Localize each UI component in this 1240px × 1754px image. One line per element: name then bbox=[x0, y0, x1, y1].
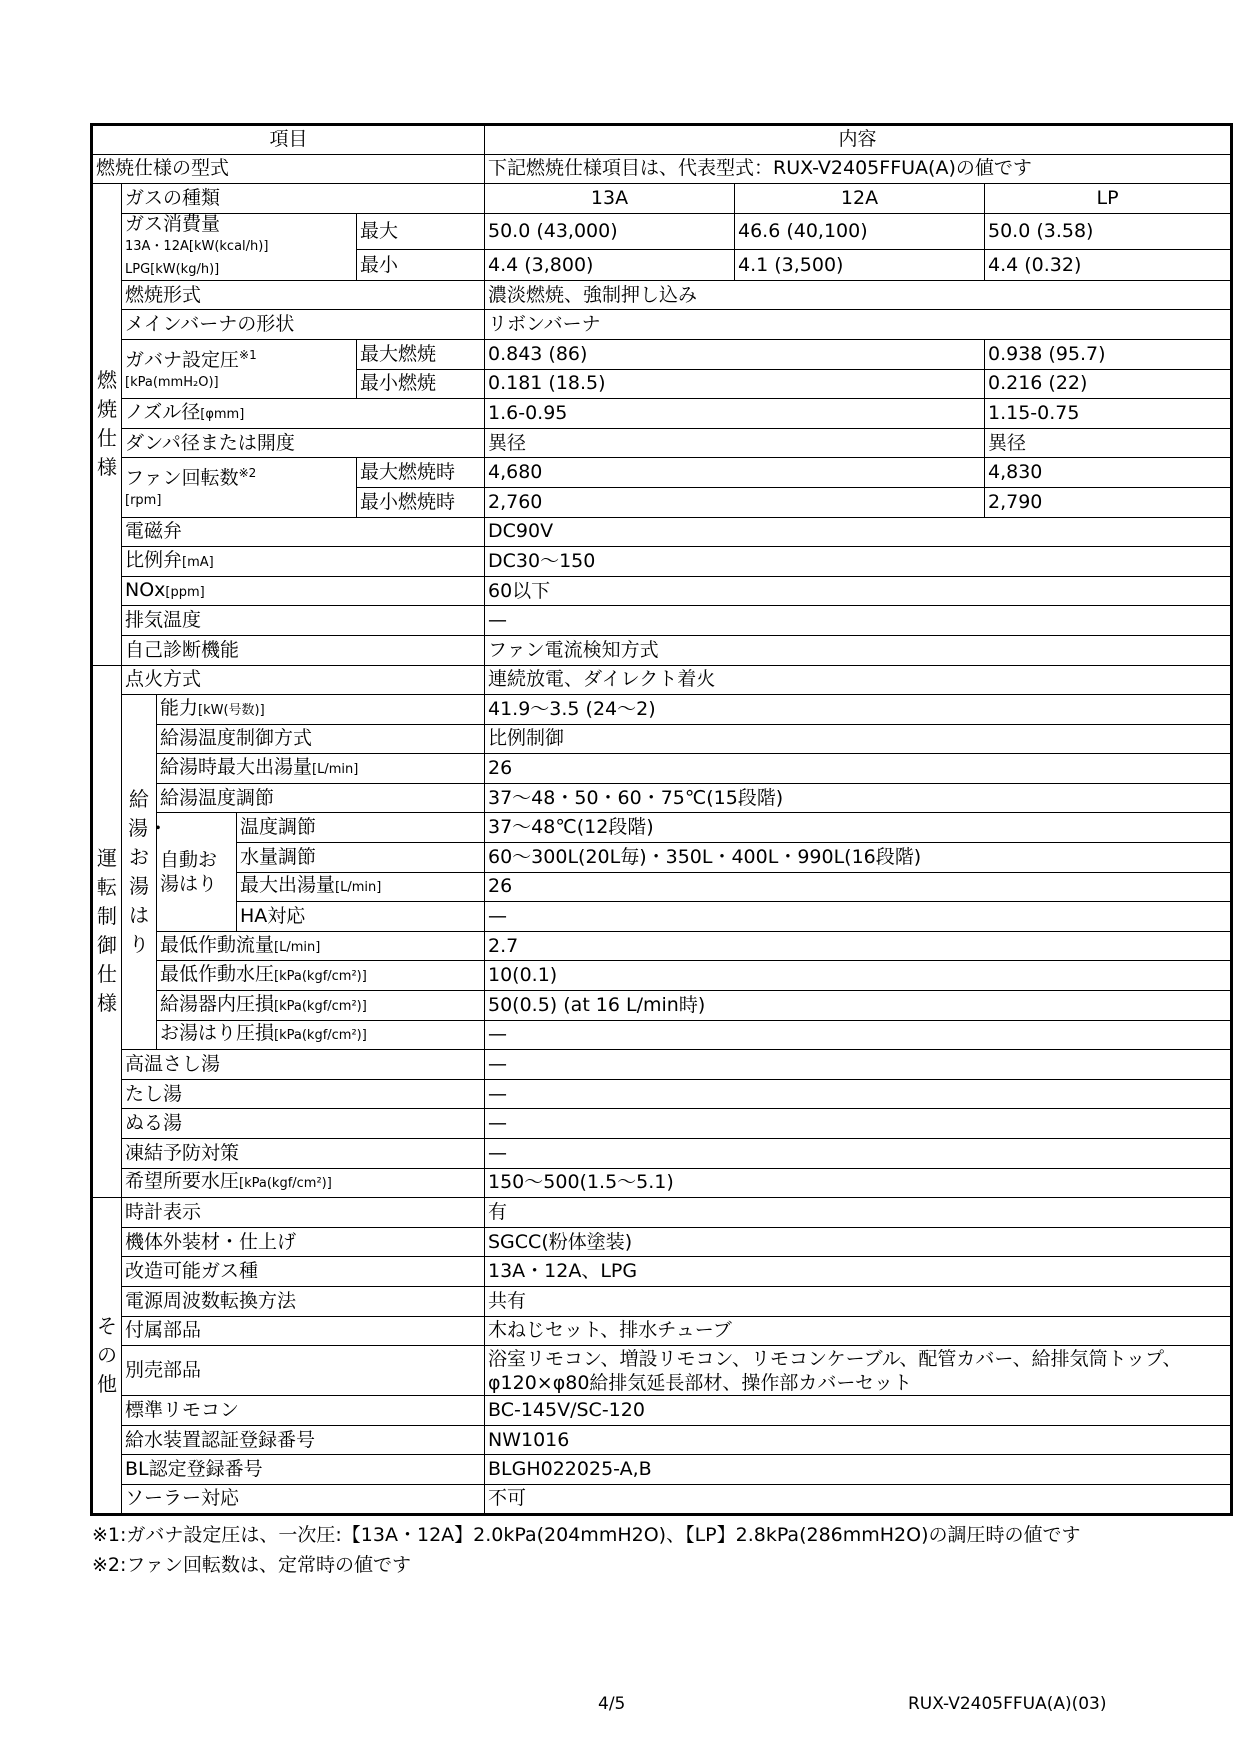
table-row bbox=[92, 665, 1232, 695]
other-value: 13A・12A、LPG bbox=[485, 1257, 1232, 1287]
fan-min-lp: 2,790 bbox=[985, 487, 1232, 517]
nozzle-city: 1.6-0.95 bbox=[485, 399, 985, 429]
table-row bbox=[92, 1168, 1232, 1198]
table-row bbox=[92, 1396, 1232, 1426]
gas-max-12a: 46.6 (40,100) bbox=[735, 213, 985, 250]
water-pressure-label: 希望所要水圧[kPa(kgf/cm²)] bbox=[122, 1168, 485, 1198]
fan-max-city: 4,680 bbox=[485, 458, 985, 488]
fill-loss-value: — bbox=[485, 1020, 1232, 1050]
pressure-loss-value: 50(0.5) (at 16 L/min時) bbox=[485, 991, 1232, 1021]
auto-temp-value: 37～48℃(12段階) bbox=[485, 813, 1232, 843]
water-pressure-value: 150～500(1.5～5.1) bbox=[485, 1168, 1232, 1198]
temp-control-label: 給湯温度制御方式 bbox=[157, 724, 485, 754]
table-row bbox=[92, 458, 1232, 488]
governor-min-lp: 0.216 (22) bbox=[985, 369, 1232, 399]
table-row bbox=[92, 1109, 1232, 1139]
other-value: 有 bbox=[485, 1198, 1232, 1228]
table-row bbox=[92, 1020, 1232, 1050]
other-value: SGCC(粉体塗装) bbox=[485, 1227, 1232, 1257]
spec-table bbox=[90, 123, 1233, 1516]
table-row bbox=[92, 154, 1232, 184]
exhaust-temp-label: 排気温度 bbox=[122, 606, 485, 636]
table-row bbox=[92, 517, 1232, 547]
other-label: 給水装置認証登録番号 bbox=[122, 1425, 485, 1455]
gas-min-12a: 4.1 (3,500) bbox=[735, 250, 985, 280]
other-value: 木ねじセット、排水チューブ bbox=[485, 1316, 1232, 1346]
temp-adjust-value: 37～48・50・60・75℃(15段階) bbox=[485, 783, 1232, 813]
hot-add-value: — bbox=[485, 1050, 1232, 1080]
self-diag-label: 自己診断機能 bbox=[122, 635, 485, 665]
max-output-value: 26 bbox=[485, 754, 1232, 784]
gas-min-label: 最小 bbox=[357, 250, 485, 280]
solenoid-label: 電磁弁 bbox=[122, 517, 485, 547]
other-value: 浴室リモコン、増設リモコン、リモコンケーブル、配管カバー、給排気筒トップ、φ120×φ80給排気延長部材、操作部カバーセット bbox=[485, 1346, 1232, 1396]
gas-type-lp: LP bbox=[985, 184, 1232, 214]
other-value: NW1016 bbox=[485, 1425, 1232, 1455]
min-pressure-value: 10(0.1) bbox=[485, 961, 1232, 991]
header-item: 項目 bbox=[92, 125, 485, 155]
table-row bbox=[92, 339, 1232, 369]
other-label: ソーラー対応 bbox=[122, 1484, 485, 1514]
table-row bbox=[92, 1257, 1232, 1287]
auto-max-label: 最大出湯量[L/min] bbox=[237, 872, 485, 902]
min-flow-label: 最低作動流量[L/min] bbox=[157, 931, 485, 961]
header-row bbox=[92, 125, 1232, 155]
table-row bbox=[92, 606, 1232, 636]
burner-shape-label: メインバーナの形状 bbox=[122, 310, 485, 340]
table-row bbox=[92, 184, 1232, 214]
gas-type-label: ガスの種類 bbox=[122, 184, 485, 214]
table-row bbox=[92, 428, 1232, 458]
other-value: BC-145V/SC-120 bbox=[485, 1396, 1232, 1426]
governor-min-label: 最小燃焼 bbox=[357, 369, 485, 399]
governor-min-city: 0.181 (18.5) bbox=[485, 369, 985, 399]
other-label: 別売部品 bbox=[122, 1346, 485, 1396]
exhaust-temp-value: — bbox=[485, 606, 1232, 636]
section-combustion-title: 燃焼仕様 bbox=[92, 184, 122, 665]
table-row bbox=[92, 1079, 1232, 1109]
other-label: 改造可能ガス種 bbox=[122, 1257, 485, 1287]
governor-max-city: 0.843 (86) bbox=[485, 339, 985, 369]
section-other-title: その他 bbox=[92, 1198, 122, 1514]
table-row bbox=[92, 843, 1232, 873]
table-row bbox=[92, 213, 1232, 250]
min-flow-value: 2.7 bbox=[485, 931, 1232, 961]
gas-max-13a: 50.0 (43,000) bbox=[485, 213, 735, 250]
other-label: 電源周波数転換方法 bbox=[122, 1286, 485, 1316]
table-row bbox=[92, 991, 1232, 1021]
governor-label: ガバナ設定圧$^{※1}$ [kPa(mmH₂O)] bbox=[122, 339, 357, 398]
fan-max-lp: 4,830 bbox=[985, 458, 1232, 488]
add-water-label: たし湯 bbox=[122, 1079, 485, 1109]
table-row bbox=[92, 1050, 1232, 1080]
auto-volume-label: 水量調節 bbox=[237, 843, 485, 873]
table-row bbox=[92, 902, 1232, 932]
page-number: 4/5 bbox=[598, 1694, 626, 1714]
lukewarm-label: ぬる湯 bbox=[122, 1109, 485, 1139]
governor-max-lp: 0.938 (95.7) bbox=[985, 339, 1232, 369]
capacity-label: 能力[kW(号数)] bbox=[157, 695, 485, 725]
table-row bbox=[92, 399, 1232, 429]
pressure-loss-label: 給湯器内圧損[kPa(kgf/cm²)] bbox=[157, 991, 485, 1021]
fan-label: ファン回転数$^{※2}$ [rpm] bbox=[122, 458, 357, 517]
section-control-title: 運転制御仕様 bbox=[92, 665, 122, 1198]
table-row bbox=[92, 280, 1232, 310]
gas-max-label: 最大 bbox=[357, 213, 485, 250]
proportional-label: 比例弁[mA] bbox=[122, 547, 485, 577]
self-diag-value: ファン電流検知方式 bbox=[485, 635, 1232, 665]
nozzle-label: ノズル径[φmm] bbox=[122, 399, 485, 429]
proportional-value: DC30～150 bbox=[485, 547, 1232, 577]
nox-value: 60以下 bbox=[485, 576, 1232, 606]
other-value: 不可 bbox=[485, 1484, 1232, 1514]
table-row bbox=[92, 1316, 1232, 1346]
other-value: 共有 bbox=[485, 1286, 1232, 1316]
damper-label: ダンパ径または開度 bbox=[122, 428, 485, 458]
gas-min-13a: 4.4 (3,800) bbox=[485, 250, 735, 280]
table-row bbox=[92, 547, 1232, 577]
freeze-value: — bbox=[485, 1139, 1232, 1169]
table-row bbox=[92, 1425, 1232, 1455]
other-label: 機体外装材・仕上げ bbox=[122, 1227, 485, 1257]
auto-temp-label: 温度調節 bbox=[237, 813, 485, 843]
other-label: BL認定登録番号 bbox=[122, 1455, 485, 1485]
table-row bbox=[92, 783, 1232, 813]
table-row bbox=[92, 635, 1232, 665]
auto-ha-value: — bbox=[485, 902, 1232, 932]
combustion-type-label: 燃焼形式 bbox=[122, 280, 485, 310]
table-row bbox=[92, 754, 1232, 784]
auto-ha-label: HA対応 bbox=[237, 902, 485, 932]
max-output-label: 給湯時最大出湯量[L/min] bbox=[157, 754, 485, 784]
fan-min-label: 最小燃焼時 bbox=[357, 487, 485, 517]
other-label: 付属部品 bbox=[122, 1316, 485, 1346]
solenoid-value: DC90V bbox=[485, 517, 1232, 547]
ignition-value: 連続放電、ダイレクト着火 bbox=[485, 665, 1232, 695]
table-row bbox=[92, 1227, 1232, 1257]
gas-max-lp: 50.0 (3.58) bbox=[985, 213, 1232, 250]
auto-volume-value: 60～300L(20L毎)・350L・400L・990L(16段階) bbox=[485, 843, 1232, 873]
model-label: 燃焼仕様の型式 bbox=[92, 154, 485, 184]
section-hotwater-title: 給湯・お湯はり bbox=[122, 695, 157, 1050]
table-row bbox=[92, 1455, 1232, 1485]
other-label: 標準リモコン bbox=[122, 1396, 485, 1426]
other-label: 時計表示 bbox=[122, 1198, 485, 1228]
min-pressure-label: 最低作動水圧[kPa(kgf/cm²)] bbox=[157, 961, 485, 991]
fan-max-label: 最大燃焼時 bbox=[357, 458, 485, 488]
header-content: 内容 bbox=[485, 125, 1232, 155]
table-row bbox=[92, 961, 1232, 991]
table-row bbox=[92, 1139, 1232, 1169]
gas-consumption-label: ガス消費量 13A・12A[kW(kcal/h)] LPG[kW(kg/h)] bbox=[122, 213, 357, 280]
table-row bbox=[92, 576, 1232, 606]
temp-control-value: 比例制御 bbox=[485, 724, 1232, 754]
capacity-value: 41.9～3.5 (24～2) bbox=[485, 695, 1232, 725]
lukewarm-value: — bbox=[485, 1109, 1232, 1139]
table-row bbox=[92, 1198, 1232, 1228]
governor-max-label: 最大燃焼 bbox=[357, 339, 485, 369]
document-id: RUX-V2405FFUA(A)(03) bbox=[908, 1694, 1107, 1714]
footnote-1: ※1:ガバナ設定圧は、一次圧:【13A・12A】2.0kPa(204mmH2O)、【LP】2.8kPa(286mmH2O)の調圧時の値です bbox=[92, 1524, 1081, 1546]
other-value: BLGH022025-A,B bbox=[485, 1455, 1232, 1485]
temp-adjust-label: 給湯温度調節 bbox=[157, 783, 485, 813]
nox-label: NOx[ppm] bbox=[122, 576, 485, 606]
gas-type-13a: 13A bbox=[485, 184, 735, 214]
model-value: 下記燃焼仕様項目は、代表型式：RUX-V2405FFUA(A)の値です bbox=[485, 154, 1232, 184]
gas-type-12a: 12A bbox=[735, 184, 985, 214]
combustion-type-value: 濃淡燃焼、強制押し込み bbox=[485, 280, 1232, 310]
ignition-label: 点火方式 bbox=[122, 665, 485, 695]
table-row bbox=[92, 813, 1232, 843]
table-row bbox=[92, 1286, 1232, 1316]
gas-min-lp: 4.4 (0.32) bbox=[985, 250, 1232, 280]
table-row bbox=[92, 1484, 1232, 1514]
hot-add-label: 高温さし湯 bbox=[122, 1050, 485, 1080]
table-row bbox=[92, 931, 1232, 961]
table-row bbox=[92, 695, 1232, 725]
damper-city: 異径 bbox=[485, 428, 985, 458]
fan-min-city: 2,760 bbox=[485, 487, 985, 517]
add-water-value: — bbox=[485, 1079, 1232, 1109]
table-row bbox=[92, 1346, 1232, 1396]
table-row bbox=[92, 310, 1232, 340]
auto-fill-label: 自動お湯はり bbox=[157, 813, 237, 931]
table-row bbox=[92, 724, 1232, 754]
freeze-label: 凍結予防対策 bbox=[122, 1139, 485, 1169]
footnote-2: ※2:ファン回転数は、定常時の値です bbox=[92, 1554, 412, 1576]
damper-lp: 異径 bbox=[985, 428, 1232, 458]
burner-shape-value: リボンバーナ bbox=[485, 310, 1232, 340]
nozzle-lp: 1.15-0.75 bbox=[985, 399, 1232, 429]
table-row bbox=[92, 872, 1232, 902]
auto-max-value: 26 bbox=[485, 872, 1232, 902]
fill-loss-label: お湯はり圧損[kPa(kgf/cm²)] bbox=[157, 1020, 485, 1050]
